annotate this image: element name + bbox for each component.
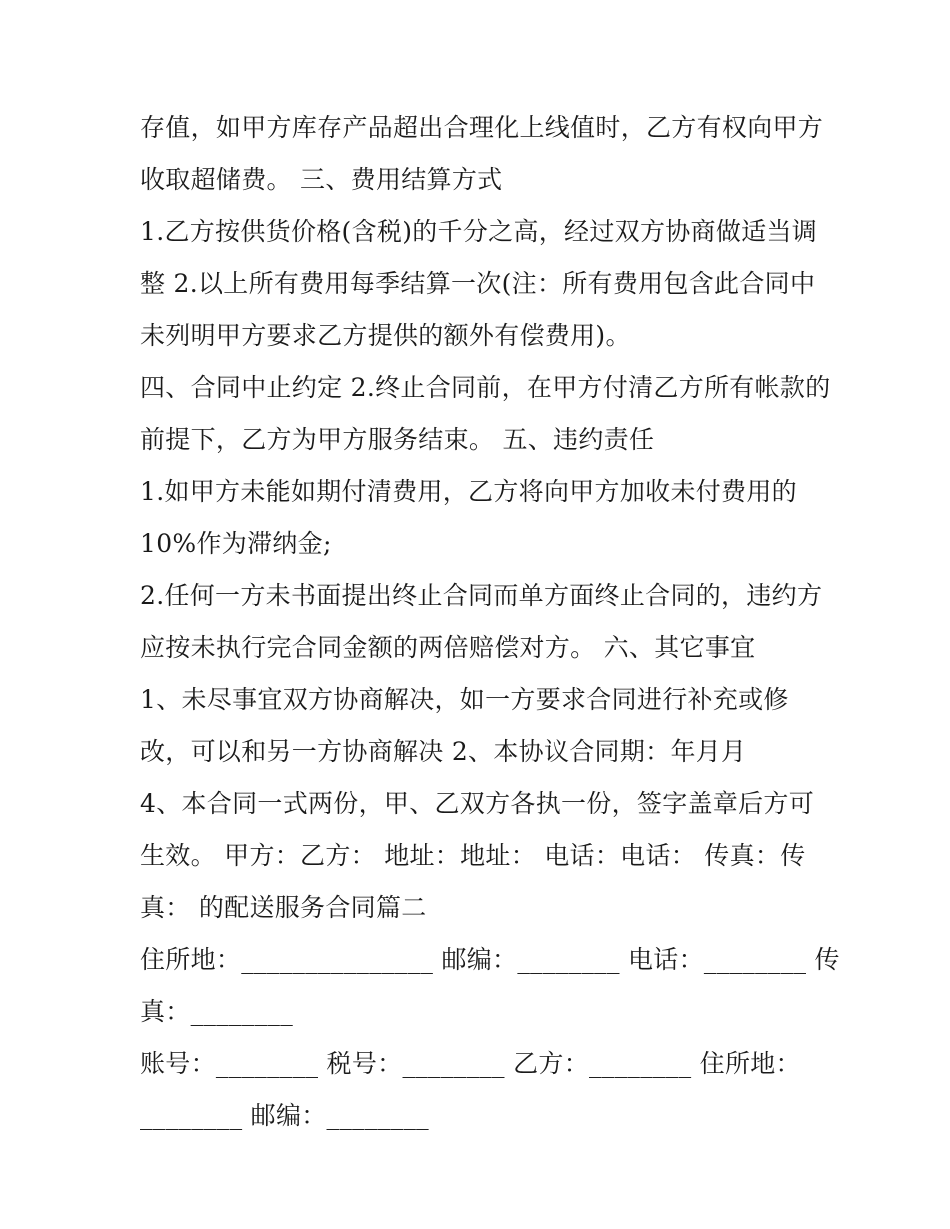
text-line: 收取超储费。 三、费用结算方式 [140,165,503,194]
text-line: 整 2.以上所有费用每季结算一次(注：所有费用包含此合同中 [140,269,816,298]
text-line: 改，可以和另一方协商解决 2、本协议合同期：年月月 [140,737,747,766]
text-line: 存值，如甲方库存产品超出合理化上线值时，乙方有权向甲方 [140,113,824,142]
text-line: 真： 的配送服务合同篇二 [140,893,427,922]
text-line: 10%作为滞纳金; [140,529,332,558]
text-line: 未列明甲方要求乙方提供的额外有偿费用)。 [140,321,631,350]
text-line: ________ 邮编：________ [140,1101,429,1130]
text-line: 住所地：_______________ 邮编：________ 电话：________ 传 [140,945,840,974]
text-line: 账号：________ 税号：________ 乙方：________ 住所地： [140,1049,801,1078]
text-line: 1、未尽事宜双方协商解决，如一方要求合同进行补充或修 [140,685,789,714]
text-line: 生效。 甲方：乙方： 地址：地址： 电话：电话： 传真：传 [140,841,806,870]
text-line: 四、合同中止约定 2.终止合同前，在甲方付清乙方所有帐款的 [140,373,831,402]
document-body [140,102,840,1142]
text-line: 1.如甲方未能如期付清费用，乙方将向甲方加收未付费用的 [140,477,797,506]
text-line: 前提下，乙方为甲方服务结束。 五、违约责任 [140,425,655,454]
text-line: 真：________ [140,997,294,1026]
text-line: 应按未执行完合同金额的两倍赔偿对方。 六、其它事宜 [140,633,756,662]
text-line: 4、本合同一式两份，甲、乙双方各执一份，签字盖章后方可 [140,789,815,818]
text-line: 2.任何一方未书面提出终止合同而单方面终止合同的，违约方 [140,581,823,610]
text-line: 1.乙方按供货价格(含税)的千分之高，经过双方协商做适当调 [140,217,818,246]
